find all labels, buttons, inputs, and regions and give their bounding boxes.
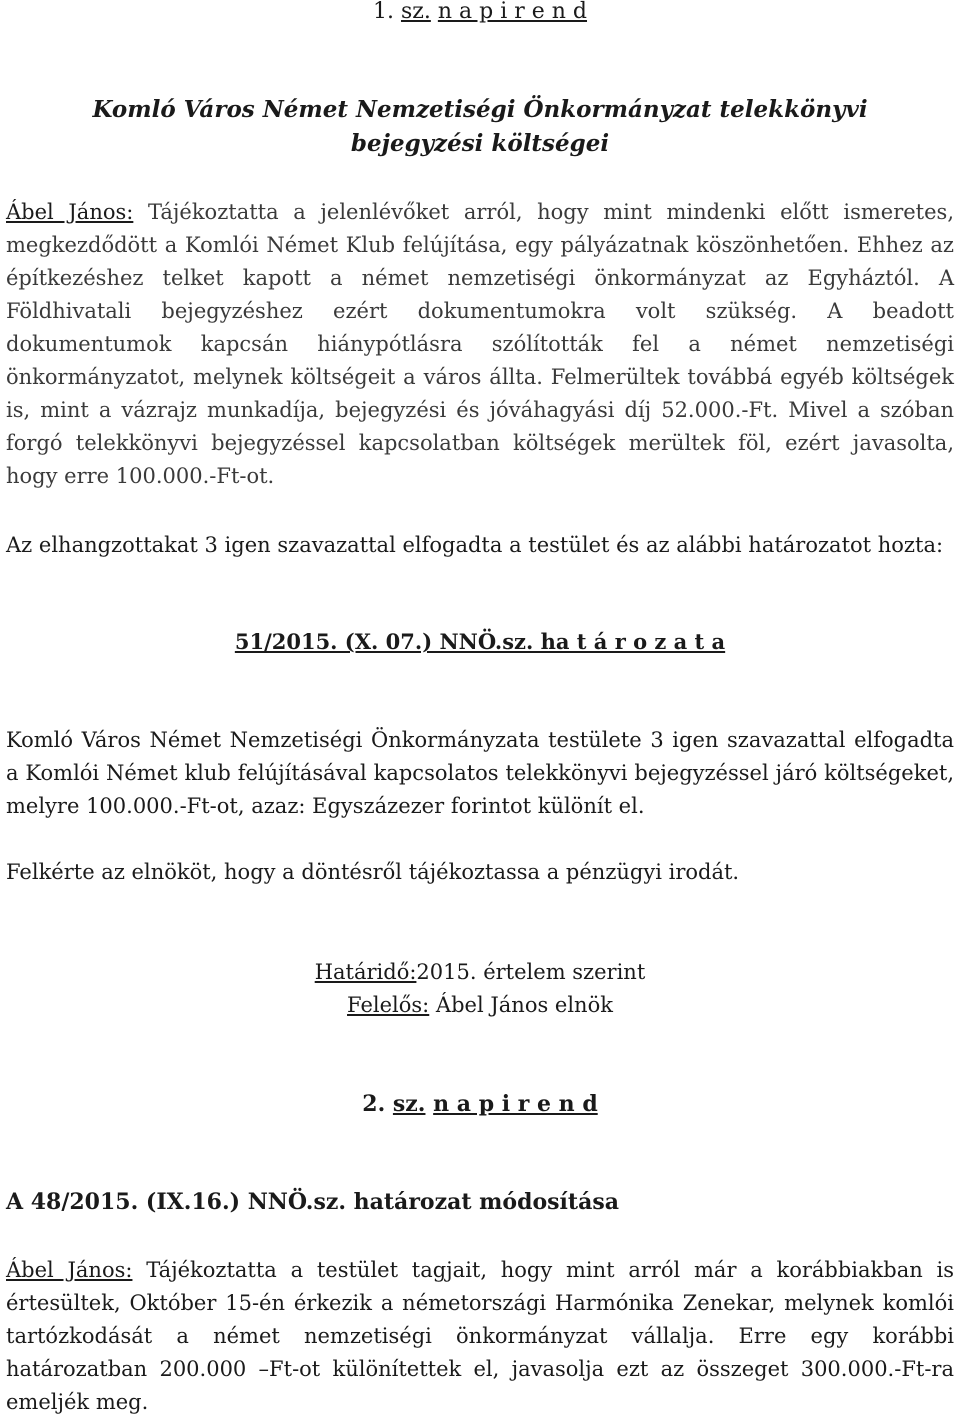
agenda-number: 1. (372, 0, 394, 24)
responsible-value: Ábel János elnök (429, 993, 613, 1017)
deadline-value: 2015. értelem szerint (416, 960, 646, 984)
vote-paragraph (6, 529, 954, 562)
report-paragraph-2 (6, 1254, 954, 1419)
agenda-title-1 (6, 93, 954, 161)
report-text: Tájékoztatta a jelenlévőket arról, hogy mint mindenki előtt ismeretes, megkezdődött a Komlói Német Klub felújítása, egy pályázatnak köszönhetően. Ehhez az építkezéshez telket kapott a német nemzetiségi önkormányzat az Egyháztól. A Földhivatali bejegyzéshez ezért dokumentumokra volt szükség. A beadott dokumentumok kapcsán hiánypótlásra szólították fel a német nemzetiségi önkormányzatot, melynek költségeit a város állta. Felmerültek továbbá egyéb költségek is, mint a vázrajz munkadíja, bejegyzési és jóváhagyási díj 52.000.-Ft. Mivel a szóban forgó telekkönyvi bejegyzéssel kapcsolatban költségek merültek föl, ezért javasolta, hogy erre 100.000.-Ft-ot. (6, 200, 954, 488)
deadline-line (6, 956, 954, 989)
agenda-title-2 (6, 1186, 954, 1219)
vote-text: Az elhangzottakat 3 igen szavazattal elfogadta a testület és az alábbi határozatot hozta: (6, 533, 944, 557)
agenda-sz: sz. (400, 0, 431, 24)
responsible-line (6, 989, 954, 1022)
resolution-id-text: 51/2015. (X. 07.) NNÖ.sz. ha t á r o z a t a (234, 629, 726, 654)
report-paragraph-1 (6, 196, 954, 493)
request-text: Felkérte az elnököt, hogy a döntésről tájékoztassa a pénzügyi irodát. (6, 860, 740, 884)
speaker-name: Ábel János: (6, 1258, 133, 1282)
agenda-word: n a p i r e n d (433, 1091, 598, 1117)
agenda-heading-2 (6, 1088, 954, 1121)
report-text: Tájékoztatta a testület tagjait, hogy mint arról már a korábbiakban is értesültek, Október 15-én érkezik a németországi Harmónika Zenekar, melynek komlói tartózkodását a német nemzetiségi önkormányzat vállalja. Erre egy korábbi határozatban 200.000 –Ft-ot különítettek el, javasolja ezt az összeget 300.000.-Ft-ra emeljék meg. (6, 1258, 954, 1414)
resolution-id (6, 625, 954, 658)
resolution-paragraph (6, 724, 954, 823)
agenda-word: n a p i r e n d (437, 0, 588, 24)
resolution-text: Komló Város Német Nemzetiségi Önkormányzata testülete 3 igen szavazattal elfogadta a Komlói Német klub felújításával kapcsolatos telekkönyvi bejegyzéssel járó költségeket, melyre 100.000.-Ft-ot, azaz: Egyszázezer forintot különít el. (6, 728, 954, 818)
agenda-heading-1 (6, 0, 954, 27)
responsible-label: Felelős: (347, 993, 430, 1017)
deadline-label: Határidő: (314, 960, 417, 984)
speaker-name: Ábel János: (6, 200, 134, 224)
agenda-sz: sz. (392, 1091, 426, 1117)
agenda-title-2-text: A 48/2015. (IX.16.) NNÖ.sz. határozat módosítása (6, 1189, 619, 1215)
agenda-number: 2. (362, 1091, 386, 1117)
request-paragraph (6, 856, 954, 889)
title-line-1: Komló Város Német Nemzetiségi Önkormányzat telekkönyvi (92, 96, 868, 123)
title-line-2: bejegyzési költségei (350, 130, 610, 157)
